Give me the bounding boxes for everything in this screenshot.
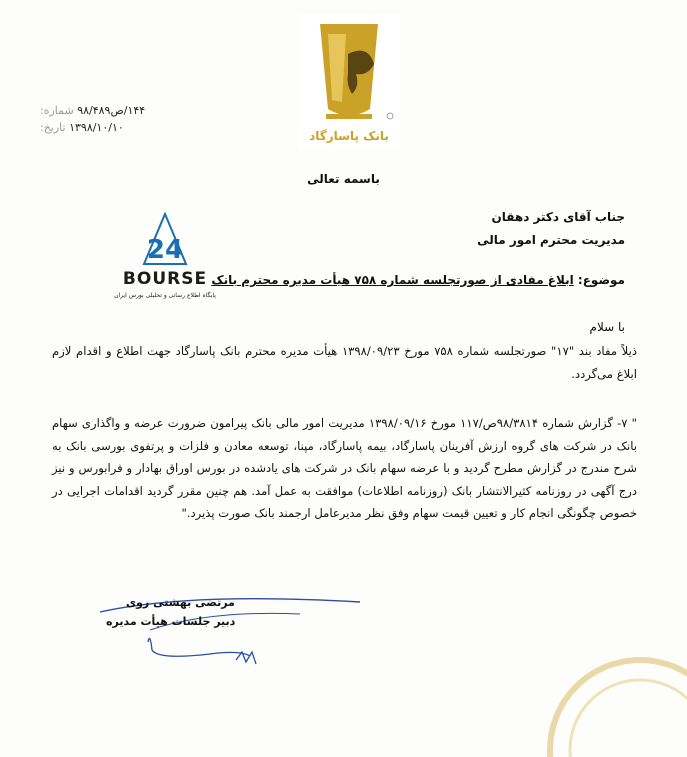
body-paragraph-2: " ۷- گزارش شماره ۹۸/۳۸۱۴ص/۱۱۷ مورخ ۱۳۹۸/۰۹/۱۶ مدیریت امور مالی بانک پیرامون ضرورت عرضه و واگذاری سهام بانک در شرکت های گروه ارزش آفرینان پاسارگاد، بیمه پاسارگاد، مپنا، توسعه معادن و فلزات و پرتفوی بورسی بانک به شرح مندرج در گزارش مطرح گردید و با عرضه سهام بانک در شرکت های یادشده در بورس اوراق بهادار و فرابورس و نیز درج آگهی در روزنامه کثیرالانتشار بانک (روزنامه اطلاعات) موافقت به عمل آمد. هم چنین مقرر گردید اقدامات اجرایی در خصوص چگونگی انجام کار و تعیین قیمت سهام وفق نظر مدیرعامل ارجمند بانک صورت پذیرد." [52,416,637,521]
recipient-department: مدیریت محترم امور مالی [477,233,625,247]
letter-number-value: ۱۴۴/ص۹۸/۴۸۹ [77,104,146,117]
letter-date-value: ۱۳۹۸/۱۰/۱۰ [69,121,124,134]
watermark-stamp [470,640,687,757]
signatory-name: مرتضی بهشتی روی [126,596,235,609]
bourse-logo-word: BOURSE [122,269,208,289]
bank-logo-caption: بانک پاسارگاد [309,129,389,143]
heading: باسمه تعالی [307,172,380,186]
bank-pasargad-logo [298,14,400,149]
bourse24-logo [108,212,223,302]
signatory-title: دبیر جلسات هیأت مدیره [106,615,236,628]
subject-label: موضوع: [577,273,625,287]
subject-line [211,273,625,287]
body-paragraph-1: ذیلاً مفاد بند "۱۷" صورتجلسه شماره ۷۵۸ مورخ ۱۳۹۸/۰۹/۲۳ هیأت مدیره محترم بانک پاسارگاد جهت اطلاع و اقدام لازم ابلاغ می‌گردد. [52,344,637,381]
subject-text: ابلاغ مفادی از صورتجلسه شماره ۷۵۸ هیأت مدیره محترم بانک [211,273,574,287]
letter-number-label: شماره: [40,104,74,117]
letter-date-label: تاریخ: [40,121,66,134]
letter-number [40,104,145,117]
recipient-name: جناب آقای دکتر دهقان [491,210,625,224]
bourse-logo-number: 24 [146,235,184,265]
bourse-logo-tagline: پایگاه اطلاع رسانی و تحلیلی بورس ایران [114,292,216,299]
letter-date [40,121,124,134]
greeting: با سلام [589,320,625,334]
